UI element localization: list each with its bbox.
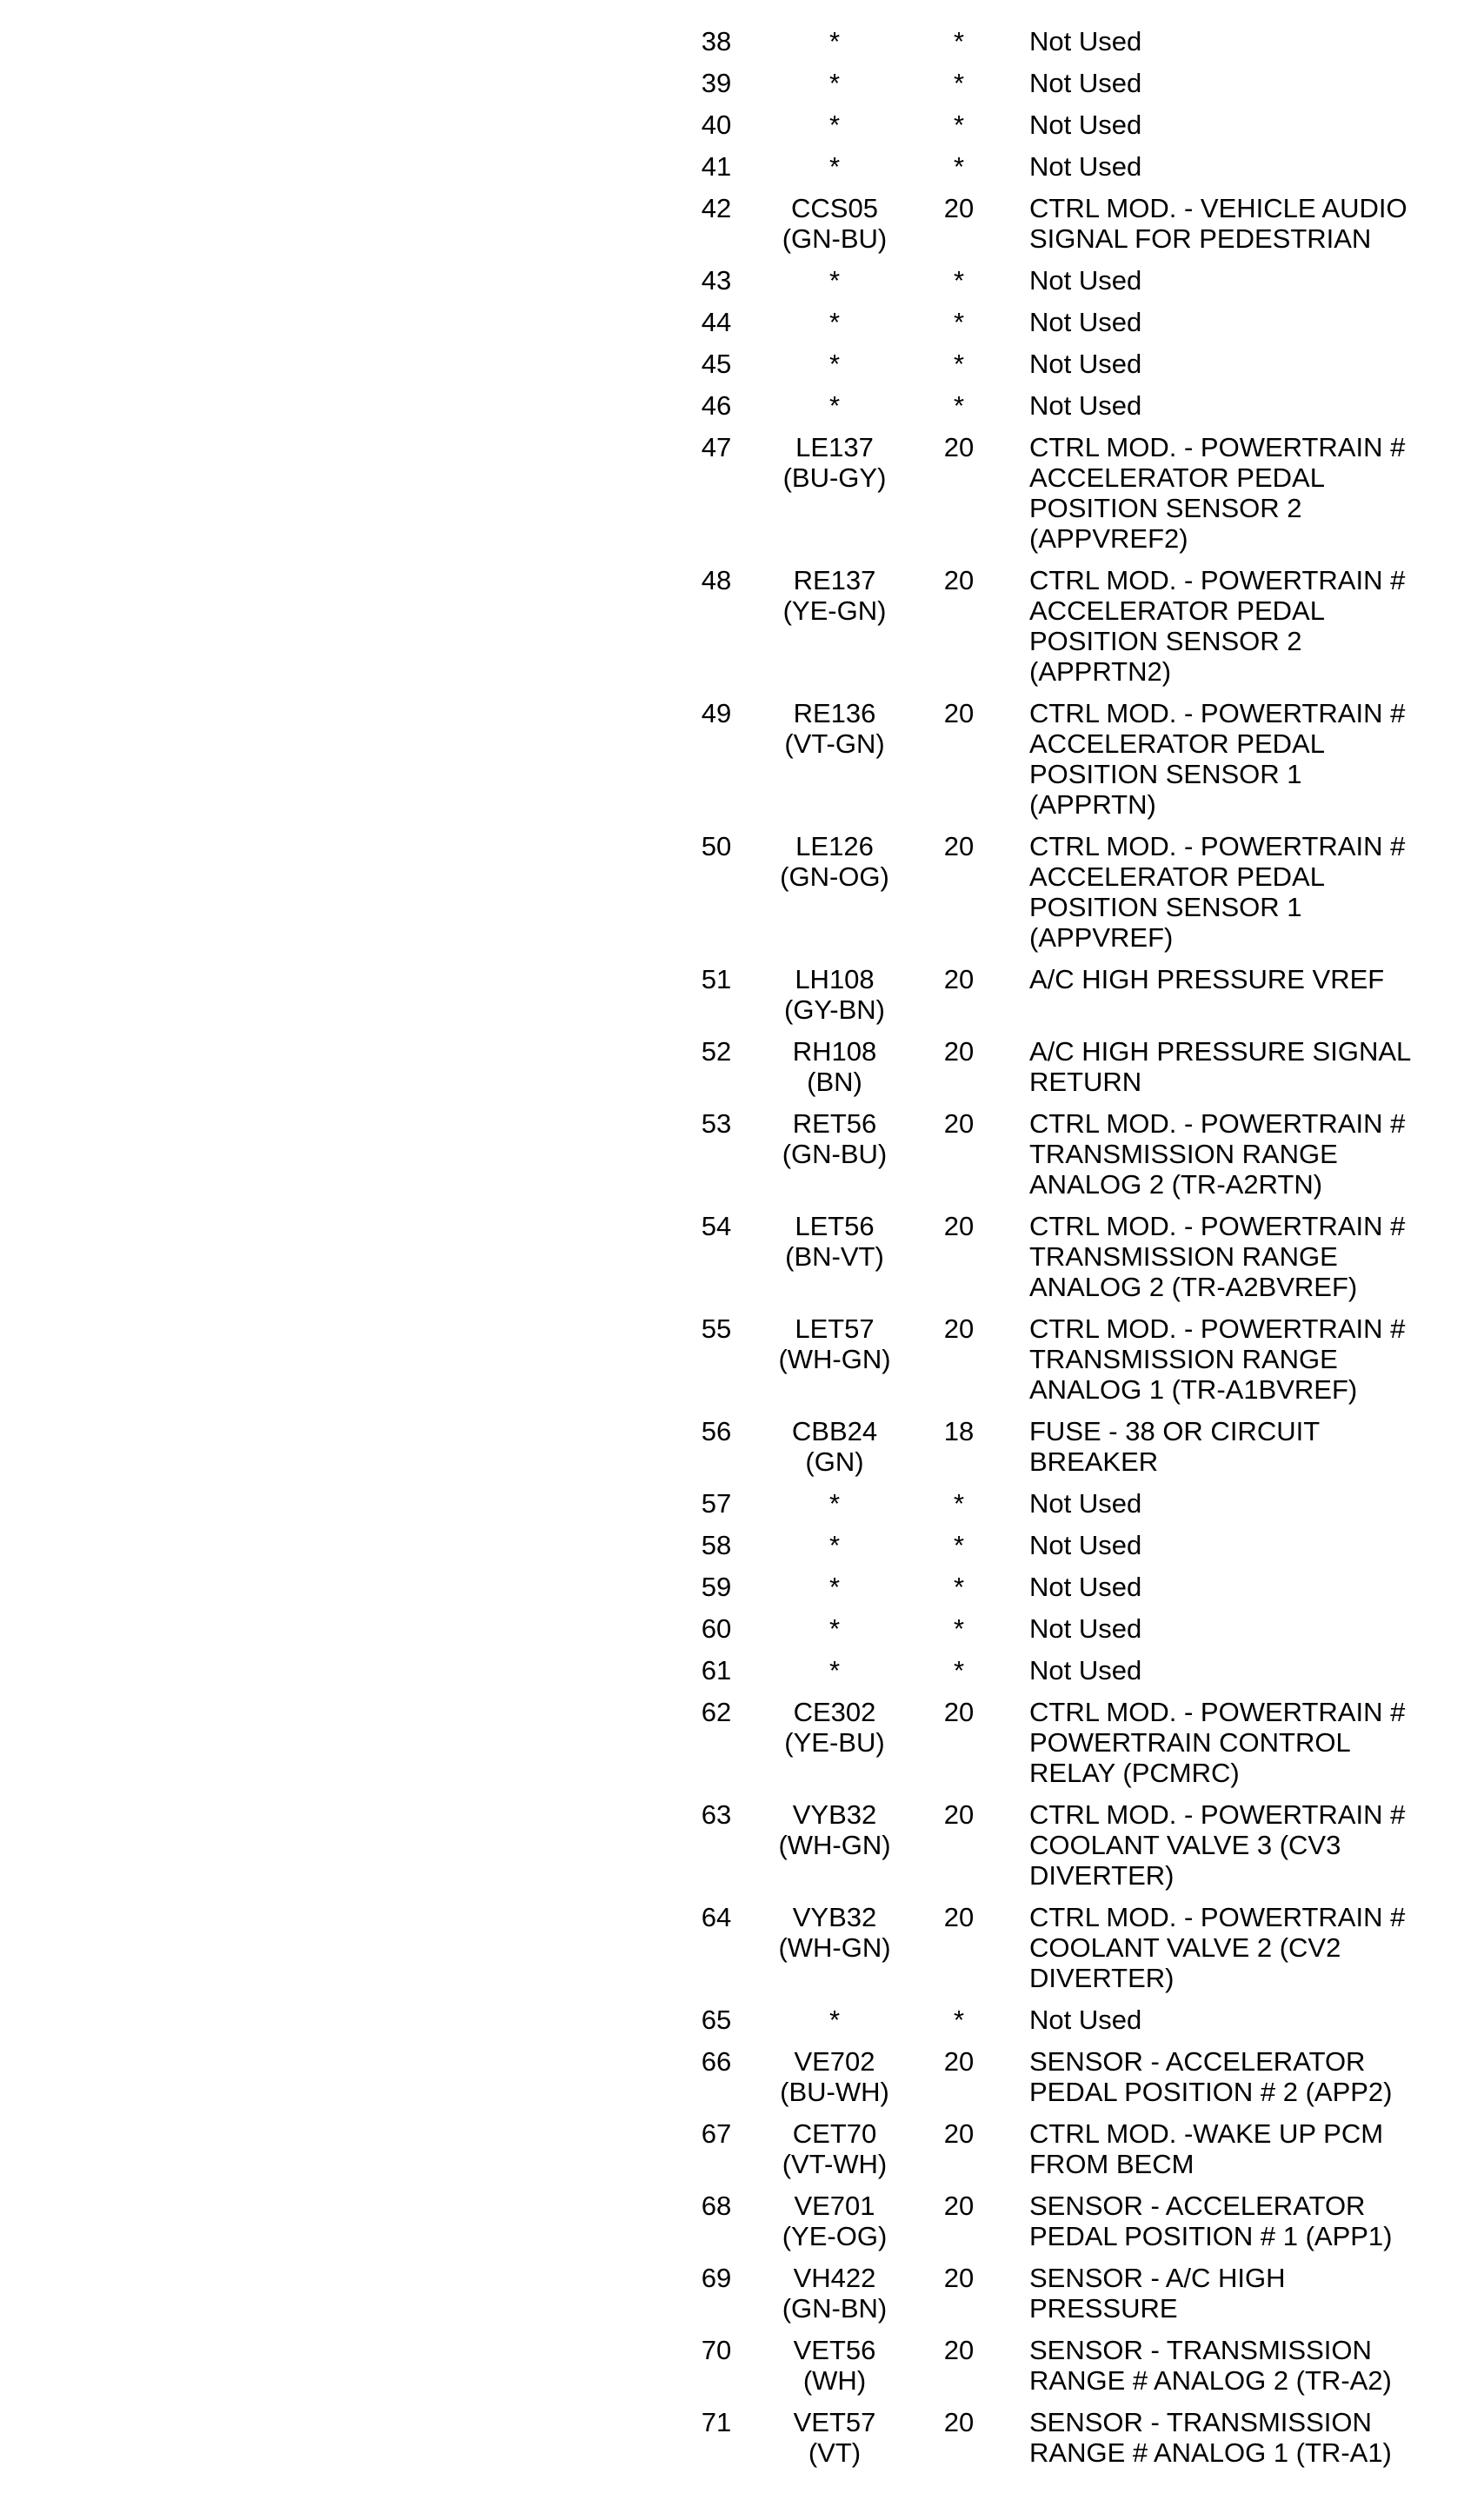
circuit-function: Not Used: [1029, 1530, 1142, 1560]
circuit-id: CBB24 (GN): [791, 1416, 878, 1477]
circuit-function: SENSOR - ACCELERATOR PEDAL POSITION # 2 (APP2): [1029, 2046, 1393, 2107]
circuit-function: SENSOR - ACCELERATOR PEDAL POSITION # 1 (APP1): [1029, 2191, 1393, 2251]
wire-gauge: *: [953, 265, 965, 296]
circuit-function: CTRL MOD. -WAKE UP PCM FROM BECM: [1029, 2118, 1384, 2179]
circuit-function: CTRL MOD. - POWERTRAIN # COOLANT VALVE 2 (CV2 DIVERTER): [1029, 1902, 1406, 1993]
pin-number: 42: [701, 193, 732, 223]
table-row: [687, 68, 1443, 98]
circuit-id: *: [828, 68, 841, 98]
table-row: [687, 1799, 1443, 1891]
circuit-function: Not Used: [1029, 390, 1142, 421]
pin-number: 69: [701, 2263, 732, 2293]
circuit-id: *: [828, 110, 841, 140]
table-row: [687, 2335, 1443, 2396]
pin-number: 58: [701, 1530, 732, 1560]
circuit-function: CTRL MOD. - POWERTRAIN # COOLANT VALVE 3 (CV3 DIVERTER): [1029, 1799, 1406, 1891]
table-row: [687, 151, 1443, 182]
wire-gauge: 20: [943, 698, 975, 728]
pin-number: 61: [701, 1655, 732, 1686]
wire-gauge: 20: [943, 964, 975, 994]
circuit-function: SENSOR - TRANSMISSION RANGE # ANALOG 2 (TR-A2): [1029, 2335, 1392, 2396]
pin-number: 56: [701, 1416, 732, 1446]
table-row: [687, 565, 1443, 687]
pin-number: 62: [701, 1697, 732, 1727]
pin-number: 48: [701, 565, 732, 595]
pin-number: 52: [701, 1036, 732, 1067]
table-row: [687, 2263, 1443, 2324]
circuit-id: *: [828, 151, 841, 182]
circuit-id: LE126 (GN-OG): [780, 831, 889, 892]
table-row: [687, 1655, 1443, 1686]
pin-number: 66: [701, 2046, 732, 2077]
circuit-id: RET56 (GN-BU): [782, 1108, 888, 1169]
table-row: [687, 1572, 1443, 1602]
circuit-id: *: [828, 349, 841, 379]
circuit-id: CCS05 (GN-BU): [782, 193, 888, 254]
pin-number: 55: [701, 1313, 732, 1344]
circuit-function: CTRL MOD. - POWERTRAIN # ACCELERATOR PEDAL POSITION SENSOR 2 (APPRTN2): [1029, 565, 1406, 687]
pin-number: 60: [701, 1613, 732, 1644]
table-row: [687, 349, 1443, 379]
table-row: [687, 1697, 1443, 1788]
wire-gauge: 20: [943, 1697, 975, 1727]
wire-gauge: 20: [943, 1108, 975, 1139]
pin-number: 44: [701, 307, 732, 337]
wire-gauge: *: [953, 1613, 965, 1644]
circuit-function: Not Used: [1029, 151, 1142, 182]
wire-gauge: 20: [943, 2407, 975, 2437]
circuit-id: CET70 (VT-WH): [782, 2118, 888, 2179]
wire-gauge: 20: [943, 2191, 975, 2221]
table-row: [687, 432, 1443, 554]
table-row: [687, 1313, 1443, 1405]
pin-number: 53: [701, 1108, 732, 1139]
wire-gauge: 20: [943, 1902, 975, 1932]
circuit-function: SENSOR - TRANSMISSION RANGE # ANALOG 1 (TR-A1): [1029, 2407, 1392, 2468]
pin-number: 65: [701, 2005, 732, 2035]
circuit-id: *: [828, 1613, 841, 1644]
pin-number: 70: [701, 2335, 732, 2365]
pin-number: 67: [701, 2118, 732, 2149]
wire-gauge: 20: [943, 565, 975, 595]
table-row: [687, 2046, 1443, 2107]
table-row: [687, 964, 1443, 1025]
circuit-function: Not Used: [1029, 1655, 1142, 1686]
wire-gauge: 20: [943, 2263, 975, 2293]
table-row: [687, 1488, 1443, 1519]
circuit-id: VH422 (GN-BN): [782, 2263, 888, 2324]
circuit-function: Not Used: [1029, 349, 1142, 379]
circuit-id: VET56 (WH): [793, 2335, 876, 2396]
table-row: [687, 2191, 1443, 2251]
circuit-id: *: [828, 1488, 841, 1519]
circuit-id: VYB32 (WH-GN): [778, 1799, 891, 1860]
wire-gauge: 20: [943, 831, 975, 861]
circuit-function: Not Used: [1029, 110, 1142, 140]
wire-gauge: *: [953, 2005, 965, 2035]
circuit-id: LH108 (GY-BN): [784, 964, 885, 1025]
pin-number: 40: [701, 110, 732, 140]
circuit-function: CTRL MOD. - POWERTRAIN # POWERTRAIN CONTROL RELAY (PCMRC): [1029, 1697, 1406, 1788]
circuit-function: Not Used: [1029, 68, 1142, 98]
wire-gauge: 20: [943, 2046, 975, 2077]
pin-number: 68: [701, 2191, 732, 2221]
table-row: [687, 110, 1443, 140]
wire-gauge: 20: [943, 1036, 975, 1067]
wire-gauge: 20: [943, 1799, 975, 1830]
circuit-function: CTRL MOD. - POWERTRAIN # TRANSMISSION RANGE ANALOG 2 (TR-A2RTN): [1029, 1108, 1406, 1200]
circuit-function: Not Used: [1029, 1613, 1142, 1644]
table-row: [687, 831, 1443, 953]
wire-gauge: *: [953, 110, 965, 140]
circuit-id: *: [828, 265, 841, 296]
table-row: [687, 26, 1443, 57]
circuit-function: CTRL MOD. - POWERTRAIN # ACCELERATOR PEDAL POSITION SENSOR 2 (APPVREF2): [1029, 432, 1406, 554]
table-row: [687, 1416, 1443, 1477]
wire-gauge: 20: [943, 2335, 975, 2365]
wire-gauge: *: [953, 26, 965, 57]
wire-gauge: *: [953, 1655, 965, 1686]
circuit-function: CTRL MOD. - POWERTRAIN # ACCELERATOR PEDAL POSITION SENSOR 1 (APPVREF): [1029, 831, 1406, 953]
circuit-id: LE137 (BU-GY): [782, 432, 887, 493]
table-row: [687, 1108, 1443, 1200]
circuit-function: Not Used: [1029, 1488, 1142, 1519]
table-row: [687, 307, 1443, 337]
circuit-id: RE137 (YE-GN): [782, 565, 887, 626]
circuit-id: VYB32 (WH-GN): [778, 1902, 891, 1963]
pin-number: 59: [701, 1572, 732, 1602]
pin-number: 54: [701, 1211, 732, 1241]
table-row: [687, 1530, 1443, 1560]
pin-number: 43: [701, 265, 732, 296]
pin-number: 64: [701, 1902, 732, 1932]
pin-number: 63: [701, 1799, 732, 1830]
circuit-function: Not Used: [1029, 1572, 1142, 1602]
circuit-id: *: [828, 307, 841, 337]
pin-number: 45: [701, 349, 732, 379]
wire-gauge: *: [953, 68, 965, 98]
wire-gauge: *: [953, 1488, 965, 1519]
circuit-function: A/C HIGH PRESSURE SIGNAL RETURN: [1029, 1036, 1412, 1097]
wire-gauge: *: [953, 151, 965, 182]
circuit-id: RH108 (BN): [792, 1036, 877, 1097]
circuit-id: *: [828, 1530, 841, 1560]
wire-gauge: 20: [943, 1211, 975, 1241]
circuit-function: Not Used: [1029, 307, 1142, 337]
circuit-id: VET57 (VT): [793, 2407, 876, 2468]
circuit-function: CTRL MOD. - POWERTRAIN # TRANSMISSION RANGE ANALOG 1 (TR-A1BVREF): [1029, 1313, 1406, 1405]
circuit-function: A/C HIGH PRESSURE VREF: [1029, 964, 1385, 994]
circuit-id: CE302 (YE-BU): [784, 1697, 885, 1758]
table-row: [687, 2407, 1443, 2468]
circuit-id: *: [828, 2005, 841, 2035]
pin-number: 46: [701, 390, 732, 421]
pinout-table: [687, 26, 1443, 2479]
circuit-function: Not Used: [1029, 26, 1142, 57]
pin-number: 71: [701, 2407, 732, 2437]
table-row: [687, 1613, 1443, 1644]
table-row: [687, 2118, 1443, 2179]
wire-gauge: *: [953, 307, 965, 337]
circuit-function: FUSE - 38 OR CIRCUIT BREAKER: [1029, 1416, 1321, 1477]
circuit-function: CTRL MOD. - VEHICLE AUDIO SIGNAL FOR PEDESTRIAN: [1029, 193, 1407, 254]
wire-gauge: *: [953, 1572, 965, 1602]
pin-number: 41: [701, 151, 732, 182]
pin-number: 51: [701, 964, 732, 994]
circuit-id: LET56 (BN-VT): [785, 1211, 884, 1272]
table-row: [687, 1211, 1443, 1302]
circuit-id: *: [828, 1655, 841, 1686]
table-row: [687, 1036, 1443, 1097]
circuit-id: LET57 (WH-GN): [778, 1313, 891, 1374]
circuit-id: *: [828, 26, 841, 57]
circuit-id: VE701 (YE-OG): [782, 2191, 888, 2251]
wire-gauge: 20: [943, 432, 975, 462]
circuit-id: *: [828, 390, 841, 421]
table-row: [687, 1902, 1443, 1993]
wire-gauge: *: [953, 349, 965, 379]
wire-gauge: 20: [943, 2118, 975, 2149]
pin-number: 38: [701, 26, 732, 57]
circuit-id: RE136 (VT-GN): [784, 698, 885, 759]
pin-number: 47: [701, 432, 732, 462]
table-row: [687, 193, 1443, 254]
circuit-id: VE702 (BU-WH): [780, 2046, 889, 2107]
wire-gauge: 20: [943, 1313, 975, 1344]
wire-gauge: 18: [943, 1416, 975, 1446]
circuit-function: CTRL MOD. - POWERTRAIN # TRANSMISSION RANGE ANALOG 2 (TR-A2BVREF): [1029, 1211, 1406, 1302]
circuit-function: Not Used: [1029, 2005, 1142, 2035]
wire-gauge: *: [953, 390, 965, 421]
table-row: [687, 2005, 1443, 2035]
circuit-id: *: [828, 1572, 841, 1602]
pin-number: 39: [701, 68, 732, 98]
wire-gauge: *: [953, 1530, 965, 1560]
wire-gauge: 20: [943, 193, 975, 223]
circuit-function: Not Used: [1029, 265, 1142, 296]
table-row: [687, 265, 1443, 296]
pin-number: 57: [701, 1488, 732, 1519]
circuit-function: SENSOR - A/C HIGH PRESSURE: [1029, 2263, 1286, 2324]
pin-number: 49: [701, 698, 732, 728]
circuit-function: CTRL MOD. - POWERTRAIN # ACCELERATOR PEDAL POSITION SENSOR 1 (APPRTN): [1029, 698, 1406, 820]
pin-number: 50: [701, 831, 732, 861]
table-row: [687, 698, 1443, 820]
table-row: [687, 390, 1443, 421]
